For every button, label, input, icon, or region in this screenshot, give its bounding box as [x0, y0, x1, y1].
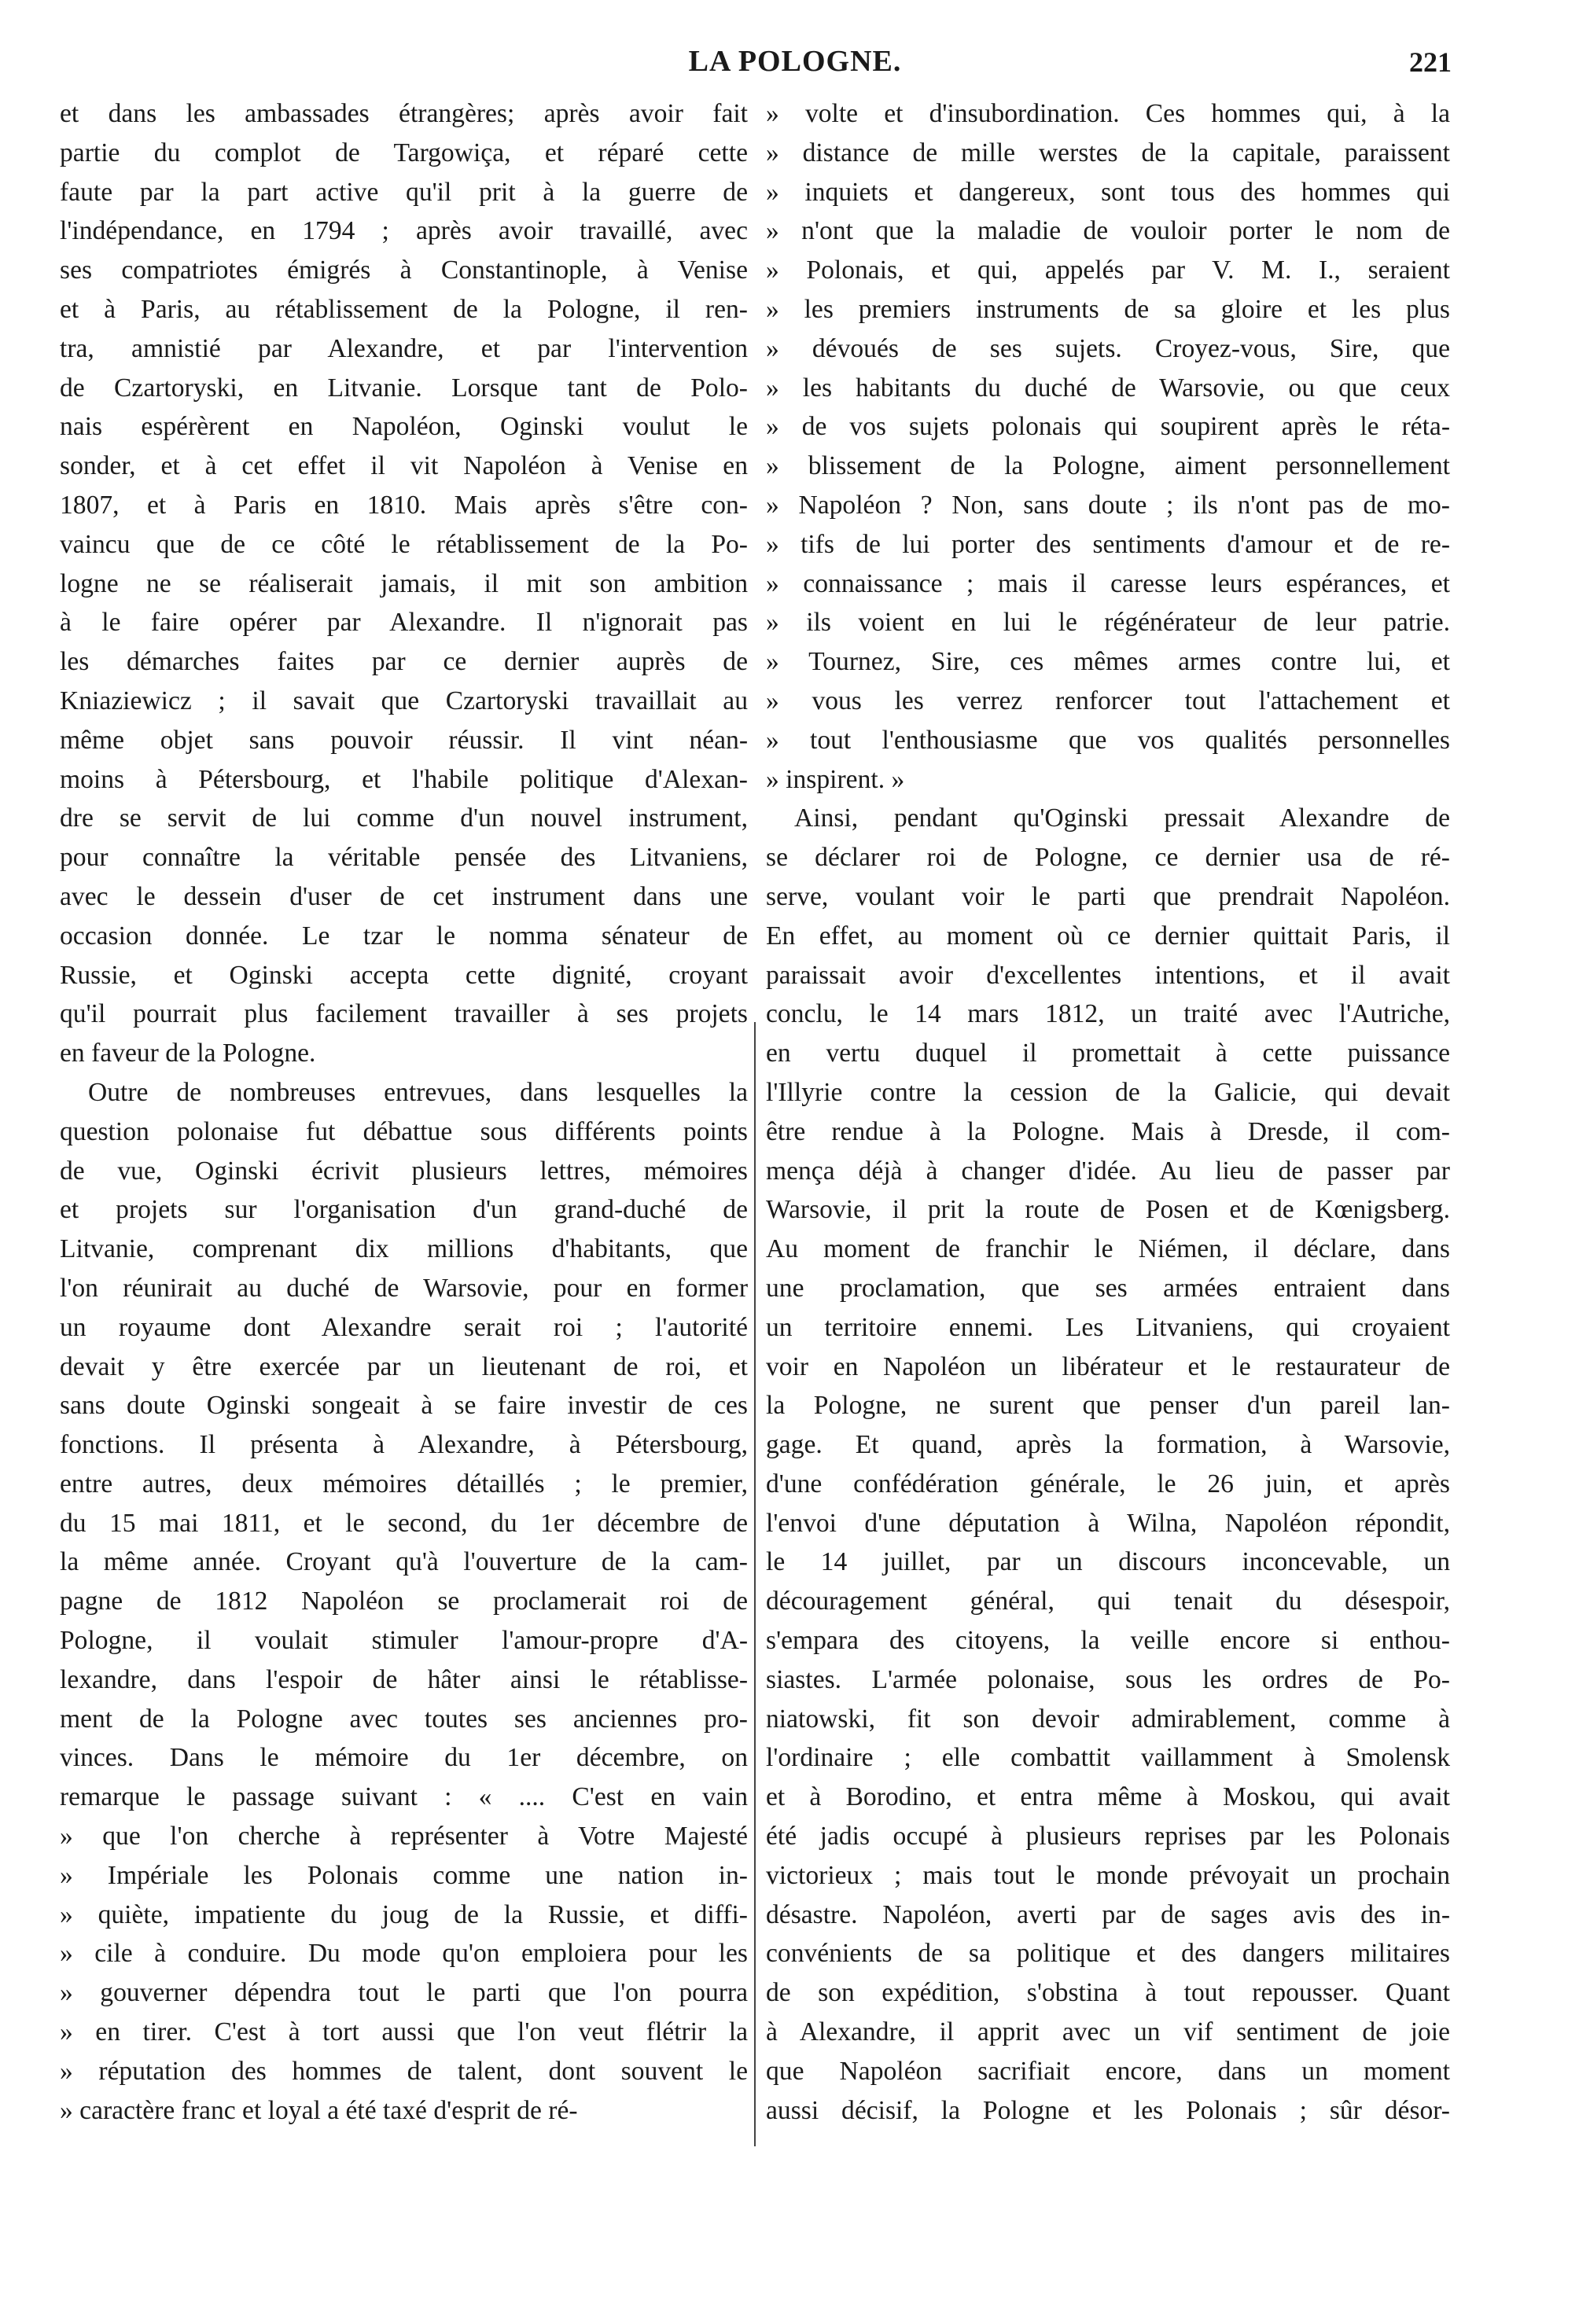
text-line: ment de la Pologne avec toutes ses anciennes pro-	[60, 1704, 748, 1734]
text-line: » les premiers instruments de sa gloire et les plus	[766, 294, 1450, 324]
text-line: voir en Napoléon un libérateur et le restaurateur de	[766, 1351, 1450, 1381]
text-line: partie du complot de Targowiça, et réparé cette	[60, 138, 748, 167]
text-line: moins à Pétersbourg, et l'habile politique d'Alexan-	[60, 764, 748, 794]
text-line: » quiète, impatiente du joug de la Russie, et diffi-	[60, 1899, 748, 1929]
page-number: 221	[1409, 46, 1452, 78]
text-line: » les habitants du duché de Warsovie, ou que ceux	[766, 373, 1450, 403]
text-line: Warsovie, il prit la route de Posen et de Kœnigsberg.	[766, 1195, 1450, 1225]
text-line: » de vos sujets polonais qui soupirent après le réta-	[766, 412, 1450, 442]
text-line: En effet, au moment où ce dernier quittait Paris, il	[766, 921, 1450, 951]
text-line: découragement général, qui tenait du désespoir,	[766, 1587, 1450, 1616]
text-line: » n'ont que la maladie de vouloir porter le nom de	[766, 216, 1450, 246]
text-line: que Napoléon sacrifiait encore, dans un moment	[766, 2056, 1450, 2086]
text-line: lexandre, dans l'espoir de hâter ainsi le rétablisse-	[60, 1664, 748, 1694]
text-line: être rendue à la Pologne. Mais à Dresde, il com-	[766, 1116, 1450, 1146]
text-line: qu'il pourrait plus facilement travailler à ses projets	[60, 999, 748, 1029]
text-line: et dans les ambassades étrangères; après avoir fait	[60, 99, 748, 128]
text-line: » cile à conduire. Du mode qu'on emploiera pour les	[60, 1939, 748, 1969]
text-line: pagne de 1812 Napoléon se proclamerait roi de	[60, 1587, 748, 1616]
text-line: un territoire ennemi. Les Litvaniens, qui croyaient	[766, 1312, 1450, 1342]
text-line: Kniaziewicz ; il savait que Czartoryski travaillait au	[60, 686, 748, 715]
text-line: » tifs de lui porter des sentiments d'amour et de re-	[766, 529, 1450, 559]
text-line: aussi décisif, la Pologne et les Polonais ; sûr désor-	[766, 2095, 1450, 2125]
text-line: Outre de nombreuses entrevues, dans lesquelles la	[88, 1077, 748, 1107]
text-line: occasion donnée. Le tzar le nomma sénateur de	[60, 921, 748, 951]
text-line: 1807, et à Paris en 1810. Mais après s'être con-	[60, 490, 748, 520]
text-line: convénients de sa politique et des dangers militaires	[766, 1939, 1450, 1969]
text-line: paraissait avoir d'excellentes intentions, et il avait	[766, 960, 1450, 990]
text-line: » distance de mille werstes de la capitale, paraissent	[766, 138, 1450, 167]
text-line: » blissement de la Pologne, aiment personnellement	[766, 451, 1450, 481]
text-line: fonctions. Il présenta à Alexandre, à Pétersbourg,	[60, 1430, 748, 1460]
text-line: serve, voulant voir le parti que prendrait Napoléon.	[766, 881, 1450, 911]
text-line: » que l'on cherche à représenter à Votre Majesté	[60, 1822, 748, 1851]
text-line: été jadis occupé à plusieurs reprises par les Polonais	[766, 1822, 1450, 1851]
text-line: désastre. Napoléon, averti par de sages avis des in-	[766, 1899, 1450, 1929]
text-line: vaincu que de ce côté le rétablissement de la Po-	[60, 529, 748, 559]
text-line: l'envoi d'une députation à Wilna, Napoléon répondit,	[766, 1508, 1450, 1538]
text-line: s'empara des citoyens, la veille encore si enthou-	[766, 1626, 1450, 1656]
text-line: une proclamation, que ses armées entraient dans	[766, 1273, 1450, 1303]
text-line: » Impériale les Polonais comme une nation in-	[60, 1860, 748, 1890]
text-line: le 14 juillet, par un discours inconcevable, un	[766, 1547, 1450, 1577]
text-line: victorieux ; mais tout le monde prévoyait un prochain	[766, 1860, 1450, 1890]
text-line: remarque le passage suivant : « .... C'est en vain	[60, 1782, 748, 1812]
right-column	[766, 94, 1450, 2130]
text-line: » gouverner dépendra tout le parti que l'on pourra	[60, 1978, 748, 2008]
text-line: Ainsi, pendant qu'Oginski pressait Alexandre de	[794, 803, 1450, 833]
text-line: même objet sans pouvoir réussir. Il vint néan-	[60, 725, 748, 755]
text-line: Au moment de franchir le Niémen, il déclare, dans	[766, 1234, 1450, 1264]
text-line: » connaissance ; mais il caresse leurs espérances, et	[766, 568, 1450, 598]
text-line: l'indépendance, en 1794 ; après avoir travaillé, avec	[60, 216, 748, 246]
text-line: Pologne, il voulait stimuler l'amour-propre d'A-	[60, 1626, 748, 1656]
text-line: » ils voient en lui le régénérateur de leur patrie.	[766, 608, 1450, 638]
text-line: sans doute Oginski songeait à se faire investir de ces	[60, 1391, 748, 1421]
text-line: les démarches faites par ce dernier auprès de	[60, 647, 748, 677]
text-line: l'Illyrie contre la cession de la Galicie, qui devait	[766, 1077, 1450, 1107]
text-line: entre autres, deux mémoires détaillés ; le premier,	[60, 1469, 748, 1498]
text-line: ses compatriotes émigrés à Constantinople, à Venise	[60, 256, 748, 285]
text-line: du 15 mai 1811, et le second, du 1er décembre de	[60, 1508, 748, 1538]
text-line: » Polonais, et qui, appelés par V. M. I., seraient	[766, 256, 1450, 285]
text-line: et à Borodino, et entra même à Moskou, qui avait	[766, 1782, 1450, 1812]
text-line: » en tirer. C'est à tort aussi que l'on veut flétrir la	[60, 2017, 748, 2047]
text-line: et à Paris, au rétablissement de la Pologne, il ren-	[60, 294, 748, 324]
text-line: » volte et d'insubordination. Ces hommes qui, à la	[766, 99, 1450, 128]
text-line: question polonaise fut débattue sous différents points	[60, 1116, 748, 1146]
text-line: Litvanie, comprenant dix millions d'habitants, que	[60, 1234, 748, 1264]
text-line: à Alexandre, il apprit avec un vif sentiment de joie	[766, 2017, 1450, 2047]
column-divider	[754, 1022, 756, 2146]
text-line: d'une confédération générale, le 26 juin, et après	[766, 1469, 1450, 1498]
text-line: Russie, et Oginski accepta cette dignité, croyant	[60, 960, 748, 990]
text-line: la Pologne, ne surent que penser d'un pareil lan-	[766, 1391, 1450, 1421]
text-line: mença déjà à changer d'idée. Au lieu de passer par	[766, 1156, 1450, 1186]
text-line: et projets sur l'organisation d'un grand-duché de	[60, 1195, 748, 1225]
text-line: vinces. Dans le mémoire du 1er décembre, on	[60, 1743, 748, 1773]
text-line: » inspirent. »	[766, 764, 905, 794]
text-line: » inquiets et dangereux, sont tous des hommes qui	[766, 177, 1450, 207]
text-line: » Tournez, Sire, ces mêmes armes contre lui, et	[766, 647, 1450, 677]
text-line: la même année. Croyant qu'à l'ouverture de la cam-	[60, 1547, 748, 1577]
text-line: se déclarer roi de Pologne, ce dernier usa de ré-	[766, 843, 1450, 873]
text-line: en faveur de la Pologne.	[60, 1039, 316, 1068]
text-line: sonder, et à cet effet il vit Napoléon à Venise en	[60, 451, 748, 481]
text-line: dre se servit de lui comme d'un nouvel instrument,	[60, 803, 748, 833]
text-line: siastes. L'armée polonaise, sous les ordres de Po-	[766, 1664, 1450, 1694]
text-line: l'on réunirait au duché de Warsovie, pour en former	[60, 1273, 748, 1303]
text-line: de Czartoryski, en Litvanie. Lorsque tant de Polo-	[60, 373, 748, 403]
text-line: tra, amnistié par Alexandre, et par l'intervention	[60, 333, 748, 363]
text-line: avec le dessein d'user de cet instrument dans une	[60, 881, 748, 911]
running-head: LA POLOGNE.	[688, 45, 902, 78]
text-line: de son expédition, s'obstina à tout repousser. Quant	[766, 1978, 1450, 2008]
text-line: » dévoués de ses sujets. Croyez-vous, Sire, que	[766, 333, 1450, 363]
text-line: conclu, le 14 mars 1812, un traité avec l'Autriche,	[766, 999, 1450, 1029]
text-line: » caractère franc et loyal a été taxé d'esprit de ré-	[60, 2095, 578, 2125]
text-line: » réputation des hommes de talent, dont souvent le	[60, 2056, 748, 2086]
text-line: » vous les verrez renforcer tout l'attachement et	[766, 686, 1450, 715]
text-line: de vue, Oginski écrivit plusieurs lettres, mémoires	[60, 1156, 748, 1186]
text-line: devait y être exercée par un lieutenant de roi, et	[60, 1351, 748, 1381]
text-line: un royaume dont Alexandre serait roi ; l'autorité	[60, 1312, 748, 1342]
text-line: en vertu duquel il promettait à cette puissance	[766, 1039, 1450, 1068]
text-line: » tout l'enthousiasme que vos qualités personnelles	[766, 725, 1450, 755]
text-line: l'ordinaire ; elle combattit vaillamment à Smolensk	[766, 1743, 1450, 1773]
text-line: » Napoléon ? Non, sans doute ; ils n'ont pas de mo-	[766, 490, 1450, 520]
left-column	[60, 94, 748, 2130]
text-line: à le faire opérer par Alexandre. Il n'ignorait pas	[60, 608, 748, 638]
text-line: niatowski, fit son devoir admirablement, comme à	[766, 1704, 1450, 1734]
text-line: nais espérèrent en Napoléon, Oginski voulut le	[60, 412, 748, 442]
text-line: pour connaître la véritable pensée des Litvaniens,	[60, 843, 748, 873]
text-line: faute par la part active qu'il prit à la guerre de	[60, 177, 748, 207]
text-line: gage. Et quand, après la formation, à Warsovie,	[766, 1430, 1450, 1460]
text-line: logne ne se réaliserait jamais, il mit son ambition	[60, 568, 748, 598]
